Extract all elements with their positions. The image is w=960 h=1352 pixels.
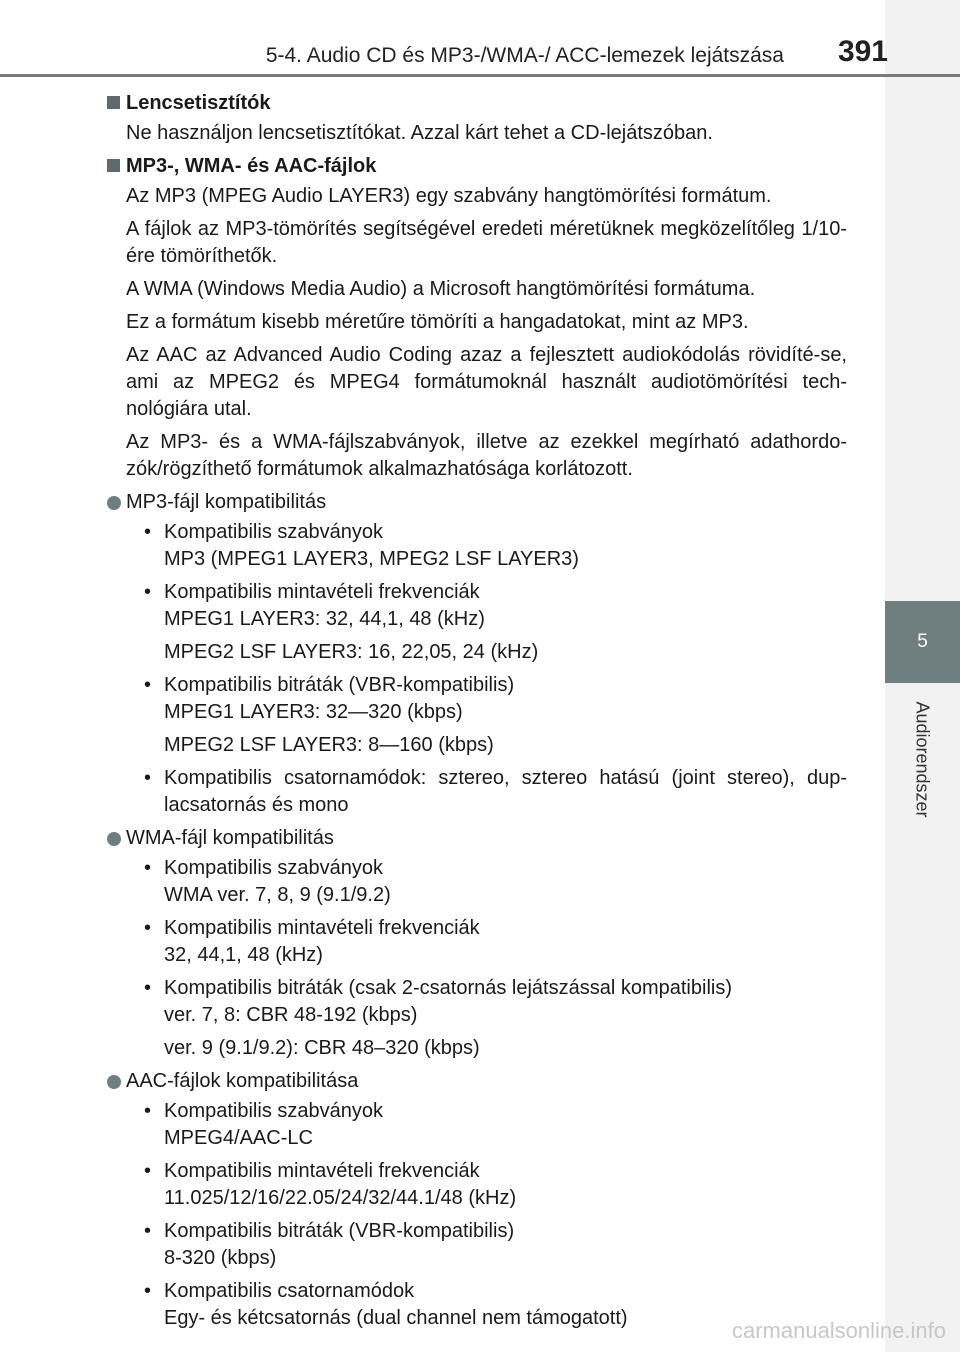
chapter-tab: 5 — [885, 601, 960, 683]
bullet-icon: • — [144, 1220, 152, 1242]
heading-text: AAC-fájlok kompatibilitása — [126, 1070, 359, 1092]
page-content — [107, 90, 847, 1338]
list-item — [107, 765, 847, 819]
heading-text: Lencsetisztítók — [126, 92, 271, 114]
list-item-title: Kompatibilis mintavételi frekvenciák — [164, 581, 480, 603]
list-item-title: Kompatibilis mintavételi frekvenciák — [164, 917, 480, 939]
bullet-icon: • — [144, 977, 152, 999]
list-item-value: 11.025/12/16/22.05/24/32/44.1/48 (kHz) — [164, 1187, 517, 1209]
section-heading-lens — [107, 90, 847, 117]
heading-text: MP3-, WMA- és AAC-fájlok — [126, 155, 377, 177]
list-item — [107, 519, 847, 573]
list-item-title: Kompatibilis szabványok — [164, 857, 383, 879]
list-item-value: MPEG1 LAYER3: 32—320 (kbps) — [164, 701, 463, 723]
bullet-icon: • — [144, 521, 152, 543]
list-item-value: MPEG2 LSF LAYER3: 8—160 (kbps) — [164, 734, 494, 756]
list-item-value: WMA ver. 7, 8, 9 (9.1/9.2) — [164, 884, 391, 906]
list-item-value: 32, 44,1, 48 (kHz) — [164, 944, 323, 966]
bullet-icon: • — [144, 767, 152, 789]
list-item — [107, 579, 847, 633]
watermark: carmanualsonline.info — [731, 1318, 946, 1343]
paragraph: A WMA (Windows Media Audio) a Microsoft hangtömörítési formátuma. — [126, 278, 756, 300]
list-item-title: Kompatibilis bitráták (VBR-kompatibilis) — [164, 1220, 515, 1242]
list-item-title: Kompatibilis csatornamódok — [164, 1280, 415, 1302]
list-item-value: MPEG1 LAYER3: 32, 44,1, 48 (kHz) — [164, 608, 485, 630]
list-item-title: Kompatibilis szabványok — [164, 521, 383, 543]
list-item-title: Kompatibilis bitráták (csak 2-csatornás lejátszással kompatibilis) — [164, 977, 732, 999]
subsection-heading-aac — [107, 1068, 847, 1095]
list-item — [107, 1158, 847, 1212]
heading-text: MP3-fájl kompatibilitás — [126, 491, 327, 513]
paragraph: Ez a formátum kisebb méretűre tömöríti a hangadatokat, mint az MP3. — [126, 311, 749, 333]
list-item-value: MPEG4/AAC-LC — [164, 1127, 313, 1149]
list-item-value: ver. 9 (9.1/9.2): CBR 48–320 (kbps) — [164, 1037, 480, 1059]
list-item-value: ver. 7, 8: CBR 48-192 (kbps) — [164, 1004, 418, 1026]
list-item-title: Kompatibilis szabványok — [164, 1100, 383, 1122]
circle-bullet-icon — [107, 1075, 121, 1089]
chapter-label-text: Audiorendszer — [913, 700, 934, 818]
list-item — [107, 855, 847, 909]
subsection-heading-wma — [107, 825, 847, 852]
circle-bullet-icon — [107, 496, 121, 510]
list-item — [107, 1098, 847, 1152]
list-item-title: Kompatibilis csatornamódok: sztereo, sztereo hatású (joint stereo), dup-lacsatornás és mono — [164, 767, 847, 816]
chapter-label — [885, 689, 960, 829]
list-item-value: 8-320 (kbps) — [164, 1247, 277, 1269]
list-item — [107, 672, 847, 726]
list-item — [107, 975, 847, 1029]
square-bullet-icon — [107, 159, 120, 172]
list-item-title: Kompatibilis mintavételi frekvenciák — [164, 1160, 480, 1182]
bullet-icon: • — [144, 1160, 152, 1182]
header-divider — [0, 74, 960, 77]
subsection-heading-mp3 — [107, 489, 847, 516]
circle-bullet-icon — [107, 832, 121, 846]
list-item-value: MP3 (MPEG1 LAYER3, MPEG2 LSF LAYER3) — [164, 548, 579, 570]
square-bullet-icon — [107, 96, 120, 109]
paragraph: Az AAC az Advanced Audio Coding azaz a fejlesztett audiokódolás rövidíté-se, ami az MPEG2 és MPEG4 formátumoknál használt audiotömörítési tech-nológiára utal. — [126, 344, 847, 420]
list-item-value: MPEG2 LSF LAYER3: 16, 22,05, 24 (kHz) — [164, 641, 539, 663]
bullet-icon: • — [144, 917, 152, 939]
list-item — [107, 1218, 847, 1272]
heading-text: WMA-fájl kompatibilitás — [126, 827, 334, 849]
list-item-value: Egy- és kétcsatornás (dual channel nem támogatott) — [164, 1307, 628, 1329]
bullet-icon: • — [144, 581, 152, 603]
paragraph: A fájlok az MP3-tömörítés segítségével eredeti méretüknek megközelítőleg 1/10-ére tömöríthetők. — [126, 218, 847, 267]
section-heading-files — [107, 153, 847, 180]
bullet-icon: • — [144, 674, 152, 696]
bullet-icon: • — [144, 1100, 152, 1122]
paragraph: Az MP3- és a WMA-fájlszabványok, illetve az ezekkel megírható adathordo-zók/rögzíthető formátumok alkalmazhatósága korlátozott. — [126, 431, 847, 480]
list-item-title: Kompatibilis bitráták (VBR-kompatibilis) — [164, 674, 515, 696]
header-section-title: 5-4. Audio CD és MP3-/WMA-/ ACC-lemezek lejátszása — [265, 44, 784, 67]
list-item — [107, 915, 847, 969]
bullet-icon: • — [144, 1280, 152, 1302]
page-number: 391 — [837, 35, 888, 68]
paragraph: Ne használjon lencsetisztítókat. Azzal kárt tehet a CD-lejátszóban. — [126, 122, 713, 144]
paragraph: Az MP3 (MPEG Audio LAYER3) egy szabvány hangtömörítési formátum. — [126, 185, 772, 207]
bullet-icon: • — [144, 857, 152, 879]
page-header — [0, 0, 960, 76]
